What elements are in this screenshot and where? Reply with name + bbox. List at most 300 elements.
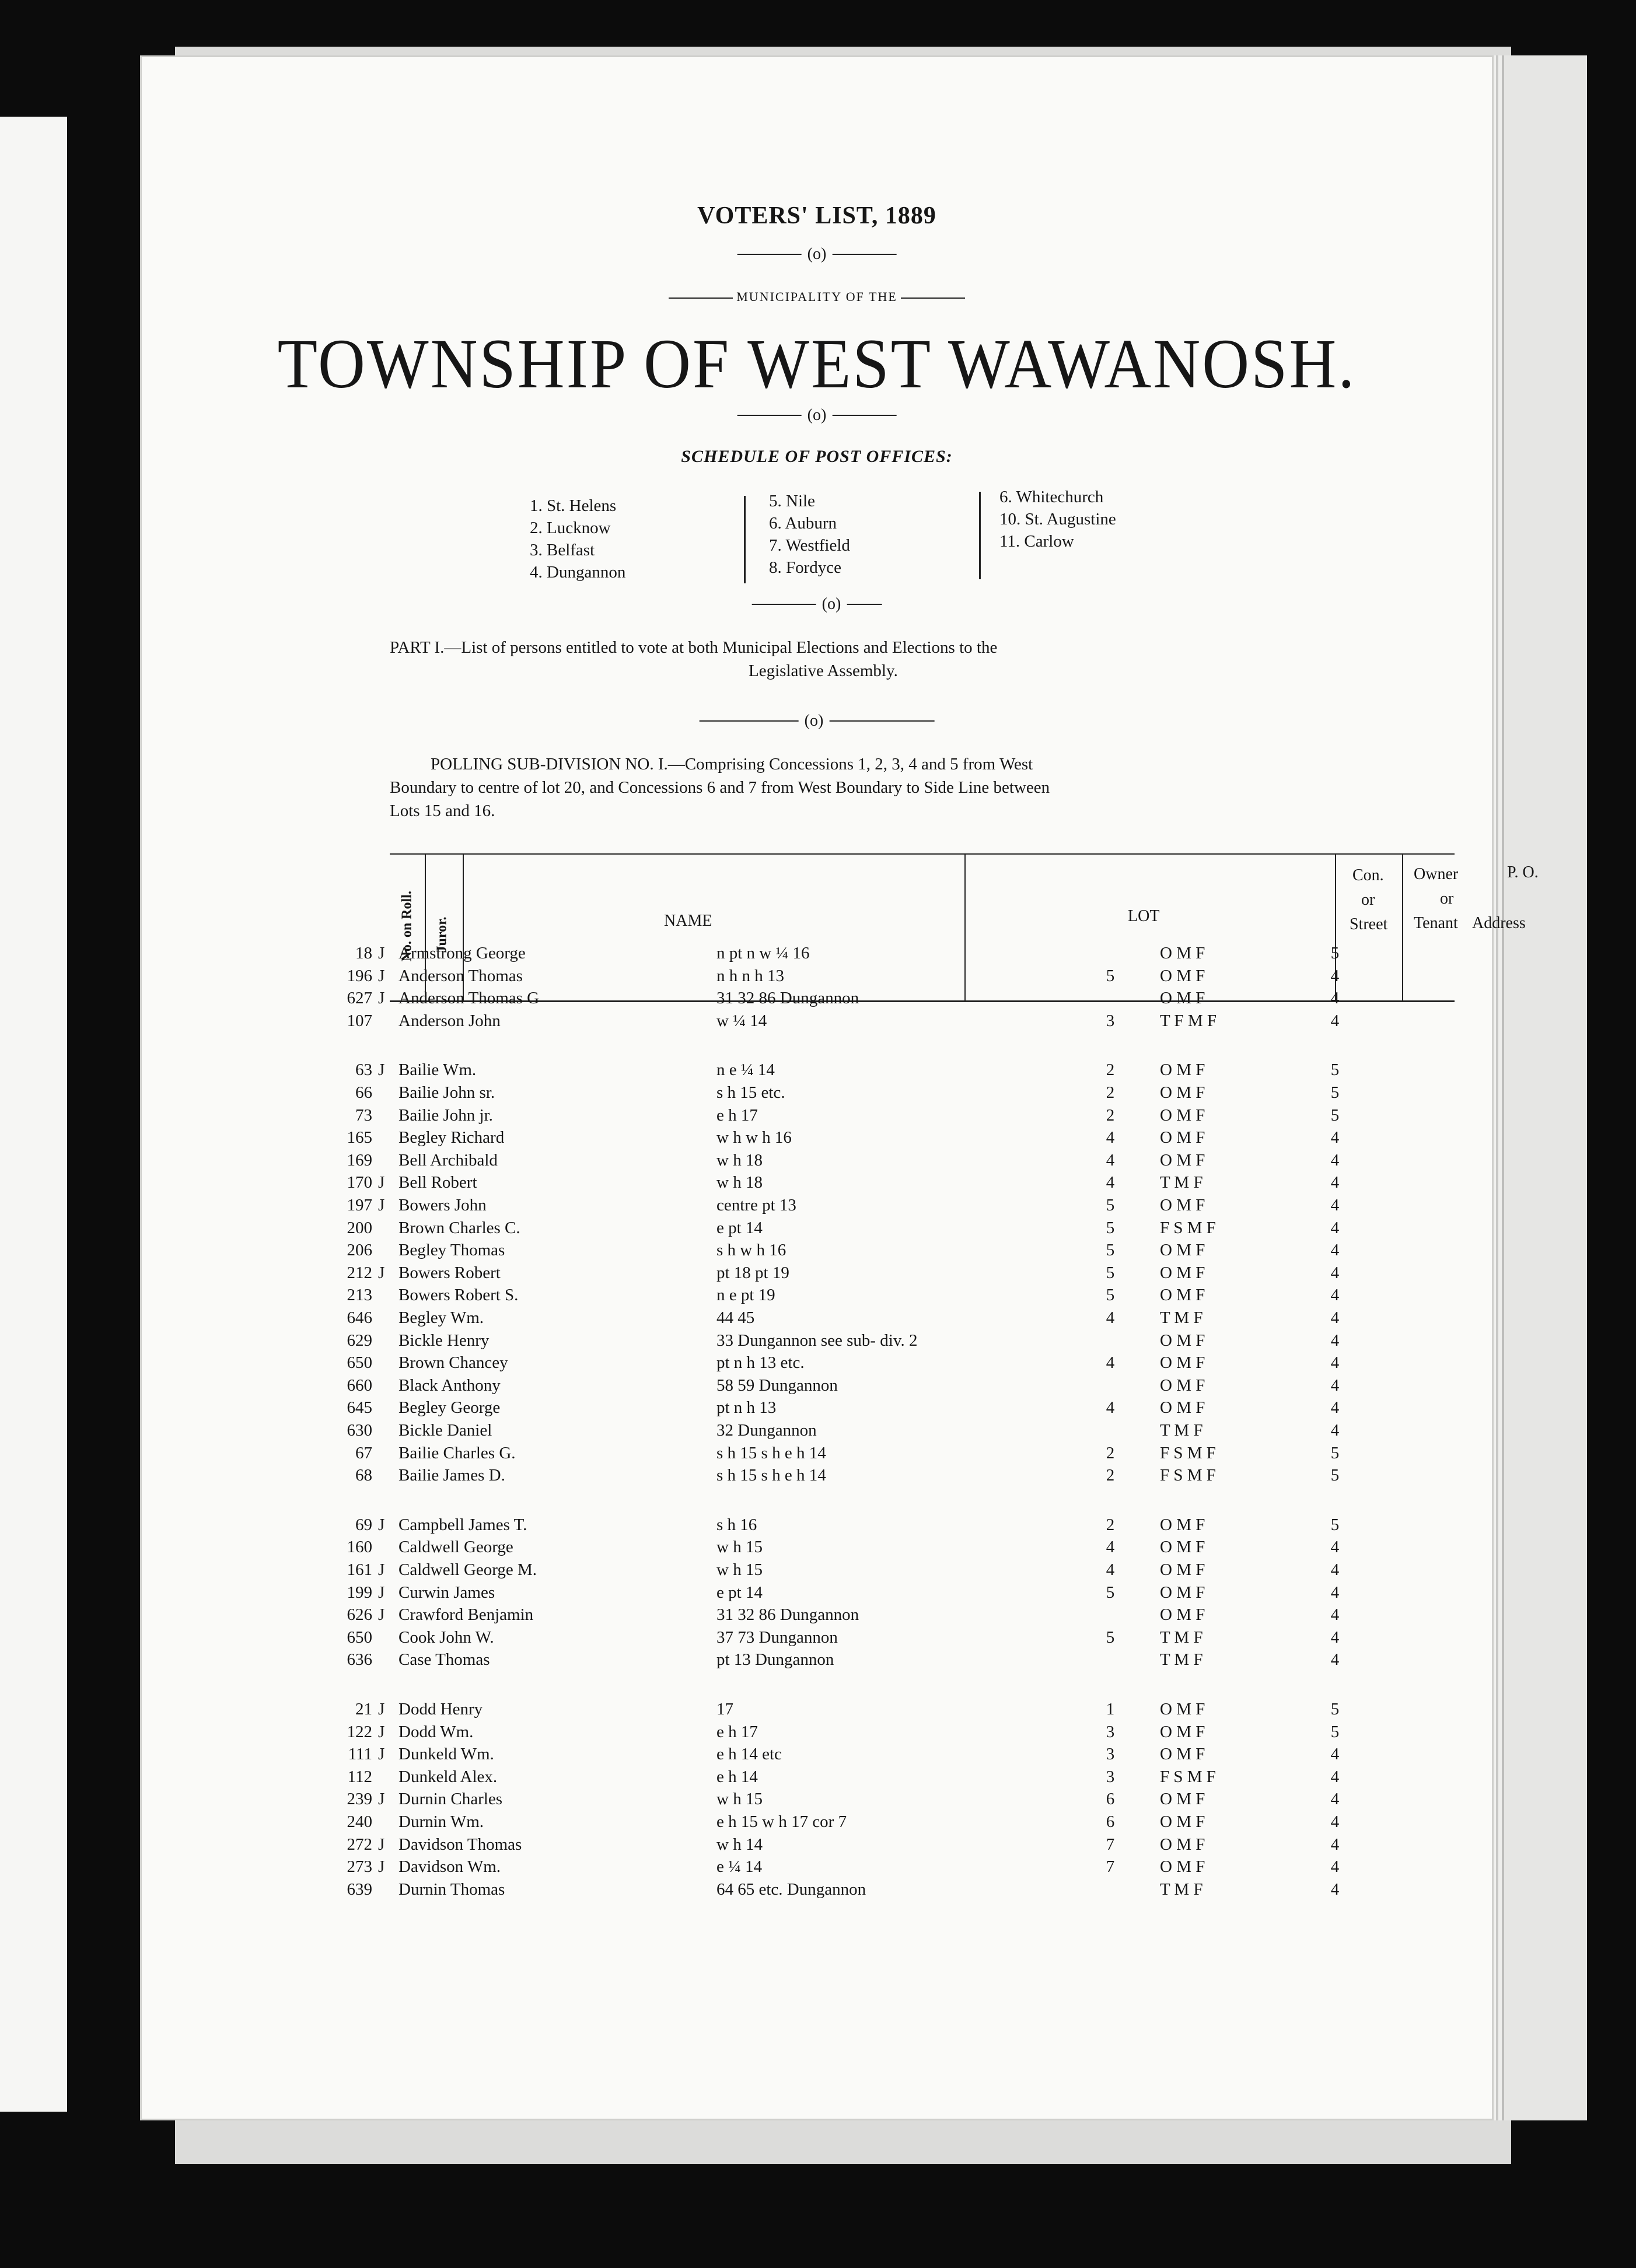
voter-name: Case Thomas: [398, 1650, 490, 1670]
voter-name: Armstrong George: [398, 944, 526, 963]
table-row: [142, 1083, 1495, 1105]
voter-name: Bowers Robert: [398, 1263, 501, 1282]
concession: 7: [1106, 1857, 1115, 1877]
lot-description: e ¼ 14: [716, 1857, 763, 1877]
table-row: [142, 1835, 1495, 1857]
concession: 2: [1106, 1443, 1115, 1462]
owner-tenant: T M F: [1160, 1628, 1203, 1647]
lot-description: e h 14: [716, 1767, 758, 1786]
post-office-number: 4: [1330, 1128, 1340, 1147]
juror-mark: J: [378, 1835, 385, 1854]
column-header-con: Street: [1350, 915, 1388, 933]
concession: 5: [1106, 1263, 1115, 1282]
post-office-number: 4: [1330, 1173, 1340, 1192]
post-office-item: 3. Belfast: [530, 541, 595, 559]
post-office-number: 4: [1330, 1857, 1340, 1877]
lot-description: w h w h 16: [716, 1128, 792, 1147]
post-office-item: 4. Dungannon: [530, 563, 626, 582]
municipality-label: MUNICIPALITY OF THE: [142, 289, 1492, 304]
owner-tenant: T F M F: [1160, 1011, 1216, 1030]
lot-description: 31 32 86 Dungannon: [716, 1605, 859, 1625]
concession: 5: [1106, 966, 1115, 985]
post-office-item: 7. Westfield: [769, 536, 850, 555]
schedule-title: SCHEDULE OF POST OFFICES:: [681, 447, 953, 466]
table-row: [142, 1353, 1495, 1376]
post-office-number: 4: [1330, 1605, 1340, 1625]
polling-subdivision-heading: POLLING SUB-DIVISION NO. I.—Comprising Concessions 1, 2, 3, 4 and 5 from West: [431, 755, 1033, 774]
table-row: [142, 1376, 1495, 1398]
voter-name: Bell Archibald: [398, 1150, 498, 1170]
concession: 4: [1106, 1128, 1115, 1147]
voter-name: Crawford Benjamin: [398, 1605, 534, 1625]
roll-number: 169: [347, 1150, 372, 1170]
lot-description: w h 18: [716, 1150, 763, 1170]
table-row: [142, 1745, 1495, 1767]
roll-number: 660: [347, 1376, 372, 1395]
owner-tenant: T M F: [1160, 1650, 1203, 1670]
voter-name: Davidson Thomas: [398, 1835, 522, 1854]
juror-mark: J: [378, 989, 385, 1008]
voter-name: Dunkeld Alex.: [398, 1767, 498, 1786]
post-office-number: 4: [1330, 966, 1340, 985]
voter-name: Caldwell George M.: [398, 1560, 537, 1579]
owner-tenant: O M F: [1160, 1150, 1205, 1170]
concession: 5: [1106, 1583, 1115, 1602]
table-row: [142, 1723, 1495, 1745]
concession: 4: [1106, 1150, 1115, 1170]
post-office-column-3: [999, 486, 1116, 552]
lot-description: e pt 14: [716, 1583, 763, 1602]
voter-name: Bailie John jr.: [398, 1105, 493, 1125]
post-office-number: 4: [1330, 1308, 1340, 1327]
owner-tenant: O M F: [1160, 966, 1205, 985]
post-office-number: 5: [1330, 1700, 1340, 1718]
roll-number: 68: [355, 1466, 372, 1485]
voter-name: Cook John W.: [398, 1628, 494, 1647]
post-office-number: 4: [1330, 1218, 1340, 1237]
separator: (o): [700, 712, 935, 730]
roll-number: 161: [347, 1560, 372, 1579]
column-divider: [979, 492, 981, 579]
table-row: [142, 1106, 1495, 1128]
post-office-number: 4: [1330, 1767, 1340, 1786]
post-office-number: 5: [1330, 1515, 1340, 1534]
juror-mark: J: [378, 1857, 385, 1877]
owner-tenant: O M F: [1160, 1353, 1205, 1373]
lot-description: 31 32 86 Dungannon: [716, 989, 859, 1008]
post-office-column-2: [769, 490, 850, 579]
juror-mark: J: [378, 1722, 385, 1741]
concession: 4: [1106, 1308, 1115, 1327]
table-row: [142, 1768, 1495, 1790]
voter-name: Bailie Charles G.: [398, 1443, 516, 1462]
owner-tenant: F S M F: [1160, 1443, 1216, 1462]
post-office-number: 4: [1330, 1376, 1340, 1395]
concession: 6: [1106, 1812, 1115, 1831]
concession: 5: [1106, 1628, 1115, 1647]
table-row: [142, 1583, 1495, 1605]
post-office-item: 1. St. Helens: [530, 496, 617, 515]
voter-name: Bailie John sr.: [398, 1083, 495, 1102]
post-office-number: 4: [1330, 1286, 1340, 1305]
lot-description: e h 14 etc: [716, 1745, 782, 1764]
voter-name: Begley Thomas: [398, 1241, 505, 1260]
voter-name: Begley Wm.: [398, 1308, 484, 1327]
table-row: [142, 944, 1495, 966]
column-header-owner: Owner: [1414, 865, 1459, 883]
voter-name: Bowers John: [398, 1196, 487, 1214]
lot-description: pt n h 13 etc.: [716, 1353, 805, 1373]
post-office-number: 4: [1330, 1835, 1340, 1854]
post-office-item: 5. Nile: [769, 492, 815, 510]
juror-mark: J: [378, 1560, 385, 1579]
voter-name: Anderson Thomas: [398, 966, 523, 985]
lot-description: s h 15 etc.: [716, 1083, 785, 1102]
post-office-number: 4: [1330, 1560, 1340, 1579]
post-office-number: 5: [1330, 1083, 1340, 1102]
voter-name: Caldwell George: [398, 1538, 513, 1557]
roll-number: 111: [348, 1745, 372, 1764]
roll-number: 197: [347, 1196, 372, 1214]
owner-tenant: O M F: [1160, 1745, 1205, 1764]
concession: 4: [1106, 1353, 1115, 1373]
lot-description: w h 15: [716, 1790, 763, 1809]
post-office-number: 4: [1330, 1241, 1340, 1260]
lot-description: n e pt 19: [716, 1286, 775, 1305]
post-office-item: 8. Fordyce: [769, 558, 842, 577]
concession: 5: [1106, 1218, 1115, 1237]
roll-number: 206: [347, 1241, 372, 1260]
roll-number: 212: [347, 1263, 372, 1282]
separator: (o): [737, 245, 897, 264]
lot-description: s h 16: [716, 1515, 757, 1534]
post-office-number: 4: [1330, 1880, 1340, 1899]
owner-tenant: O M F: [1160, 1376, 1205, 1395]
document-page: [140, 55, 1539, 2120]
roll-number: 73: [355, 1105, 372, 1125]
column-header-owner: Tenant: [1414, 914, 1458, 932]
voter-name: Bickle Henry: [398, 1331, 490, 1350]
roll-number: 626: [347, 1605, 372, 1625]
roll-number: 646: [347, 1308, 372, 1327]
separator: (o): [752, 595, 882, 614]
table-row: [142, 1173, 1495, 1195]
post-office-number: 4: [1330, 1650, 1340, 1670]
concession: 7: [1106, 1835, 1115, 1854]
table-row: [142, 1286, 1495, 1308]
post-office-number: 4: [1330, 1628, 1340, 1647]
voter-name: Campbell James T.: [398, 1515, 527, 1534]
lot-description: n pt n w ¼ 16: [716, 944, 810, 963]
roll-number: 165: [347, 1128, 372, 1147]
table-row: [142, 1421, 1495, 1443]
voter-name: Dodd Wm.: [398, 1722, 474, 1741]
roll-number: 66: [355, 1083, 372, 1102]
roll-number: 213: [347, 1286, 372, 1305]
roll-number: 160: [347, 1538, 372, 1557]
part-heading: PART I.—List of persons entitled to vote at both Municipal Elections and Elections to the: [390, 638, 998, 657]
table-row: [142, 1444, 1495, 1466]
table-row: [142, 967, 1495, 989]
concession: 3: [1106, 1745, 1115, 1764]
voter-name: Dunkeld Wm.: [398, 1745, 494, 1764]
owner-tenant: O M F: [1160, 1196, 1205, 1214]
column-header-con: or: [1361, 891, 1375, 909]
lot-description: centre pt 13: [716, 1196, 796, 1214]
column-header-owner: or: [1440, 890, 1454, 908]
list-title: VOTERS' LIST, 1889: [697, 202, 936, 229]
table-row: [142, 1857, 1495, 1880]
lot-description: s h w h 16: [716, 1241, 786, 1260]
lot-description: 33 Dungannon see sub- div. 2: [716, 1331, 918, 1350]
roll-number: 170: [347, 1173, 372, 1192]
table-row: [142, 1628, 1495, 1650]
concession: 3: [1106, 1722, 1115, 1741]
roll-number: 627: [347, 989, 372, 1008]
owner-tenant: T M F: [1160, 1880, 1203, 1899]
table-row: [142, 1196, 1495, 1218]
owner-tenant: O M F: [1160, 1105, 1205, 1125]
owner-tenant: O M F: [1160, 1515, 1205, 1534]
owner-tenant: O M F: [1160, 1700, 1205, 1718]
concession: 4: [1106, 1538, 1115, 1557]
concession: 2: [1106, 1060, 1115, 1080]
roll-number: 629: [347, 1331, 372, 1350]
table-row: [142, 1650, 1495, 1672]
roll-number: 199: [347, 1583, 372, 1602]
roll-number: 107: [347, 1011, 372, 1030]
owner-tenant: O M F: [1160, 1286, 1205, 1305]
roll-number: 240: [347, 1812, 372, 1831]
owner-tenant: T M F: [1160, 1308, 1203, 1327]
concession: 2: [1106, 1515, 1115, 1534]
table-row: [142, 1538, 1495, 1560]
post-office-number: 4: [1330, 1150, 1340, 1170]
owner-tenant: O M F: [1160, 1538, 1205, 1557]
owner-tenant: O M F: [1160, 1128, 1205, 1147]
roll-number: 272: [347, 1835, 372, 1854]
table-row: [142, 1700, 1495, 1722]
roll-number: 69: [355, 1515, 372, 1534]
post-office-number: 4: [1330, 1353, 1340, 1373]
concession: 2: [1106, 1083, 1115, 1102]
table-row: [142, 1880, 1495, 1902]
voter-name: Durnin Thomas: [398, 1880, 505, 1899]
table-row: [142, 1128, 1495, 1150]
lot-description: e pt 14: [716, 1218, 763, 1237]
lot-description: pt n h 13: [716, 1398, 777, 1418]
owner-tenant: O M F: [1160, 1398, 1205, 1418]
post-office-item: 10. St. Augustine: [999, 510, 1116, 528]
lot-description: 44 45: [716, 1308, 755, 1327]
lot-description: 32 Dungannon: [716, 1421, 817, 1440]
voter-name: Dodd Henry: [398, 1700, 483, 1718]
owner-tenant: O M F: [1160, 1060, 1205, 1080]
concession: 5: [1106, 1196, 1115, 1214]
column-header-name: NAME: [664, 912, 712, 930]
lot-description: 37 73 Dungannon: [716, 1628, 838, 1647]
roll-number: 273: [347, 1857, 372, 1877]
post-office-number: 5: [1330, 1466, 1340, 1485]
post-office-number: 4: [1330, 1538, 1340, 1557]
polling-subdivision-text: Boundary to centre of lot 20, and Concessions 6 and 7 from West Boundary to Side Line between: [390, 778, 1050, 797]
table-row: [142, 1060, 1495, 1083]
roll-number: 18: [355, 944, 372, 963]
part-heading-continued: Legislative Assembly.: [749, 662, 898, 680]
lot-description: 17: [716, 1700, 733, 1718]
post-office-number: 4: [1330, 1421, 1340, 1440]
voter-name: Bell Robert: [398, 1173, 477, 1192]
owner-tenant: O M F: [1160, 1835, 1205, 1854]
roll-number: 639: [347, 1880, 372, 1899]
table-row: [142, 1398, 1495, 1420]
post-office-item: 6. Whitechurch: [999, 488, 1104, 506]
post-office-number: 4: [1330, 1745, 1340, 1764]
roll-number: 636: [347, 1650, 372, 1670]
column-header-con: Con.: [1352, 866, 1384, 884]
table-row: [142, 1331, 1495, 1353]
owner-tenant: O M F: [1160, 1583, 1205, 1602]
concession: 4: [1106, 1560, 1115, 1579]
post-office-number: 5: [1330, 1105, 1340, 1125]
owner-tenant: O M F: [1160, 1605, 1205, 1625]
roll-number: 645: [347, 1398, 372, 1418]
roll-number: 63: [355, 1060, 372, 1080]
page-stack-edge: [1494, 55, 1587, 2120]
juror-mark: J: [378, 944, 385, 963]
voter-name: Black Anthony: [398, 1376, 501, 1395]
lot-description: n h n h 13: [716, 966, 784, 985]
column-header-juror: Juror.: [434, 916, 450, 953]
juror-mark: J: [378, 1263, 385, 1282]
roll-number: 196: [347, 966, 372, 985]
concession: 2: [1106, 1466, 1115, 1485]
table-row: [142, 989, 1495, 1011]
concession: 3: [1106, 1767, 1115, 1786]
owner-tenant: T M F: [1160, 1173, 1203, 1192]
lot-description: e h 17: [716, 1105, 758, 1125]
township-heading: TOWNSHIP OF WEST WAWANOSH.: [277, 325, 1357, 403]
roll-number: 112: [347, 1767, 372, 1786]
roll-number: 650: [347, 1628, 372, 1647]
post-office-number: 4: [1330, 1398, 1340, 1418]
table-row: [142, 1790, 1495, 1812]
roll-number: 200: [347, 1218, 372, 1237]
concession: 3: [1106, 1011, 1115, 1030]
post-office-number: 4: [1330, 1196, 1340, 1214]
concession: 5: [1106, 1286, 1115, 1305]
post-office-number: 5: [1330, 944, 1340, 963]
owner-tenant: O M F: [1160, 1241, 1205, 1260]
voter-name: Durnin Charles: [398, 1790, 502, 1809]
lot-description: w ¼ 14: [716, 1011, 767, 1030]
juror-mark: J: [378, 1173, 385, 1192]
juror-mark: J: [378, 1515, 385, 1534]
roll-number: 67: [355, 1443, 372, 1462]
roll-number: 630: [347, 1421, 372, 1440]
lot-description: s h 15 s h e h 14: [716, 1443, 826, 1462]
polling-subdivision-text: Lots 15 and 16.: [390, 802, 495, 820]
lot-description: w h 15: [716, 1538, 763, 1557]
concession: 4: [1106, 1398, 1115, 1418]
table-row: [142, 1219, 1495, 1241]
juror-mark: J: [378, 1700, 385, 1718]
owner-tenant: F S M F: [1160, 1767, 1216, 1786]
table-row: [142, 1264, 1495, 1286]
voter-name: Bickle Daniel: [398, 1421, 492, 1440]
concession: 6: [1106, 1790, 1115, 1809]
concession: 4: [1106, 1173, 1115, 1192]
lot-description: pt 13 Dungannon: [716, 1650, 834, 1670]
post-office-number: 4: [1330, 1812, 1340, 1831]
concession: 5: [1106, 1241, 1115, 1260]
owner-tenant: O M F: [1160, 1560, 1205, 1579]
voter-name: Begley Richard: [398, 1128, 505, 1147]
juror-mark: J: [378, 1060, 385, 1080]
owner-tenant: F S M F: [1160, 1218, 1216, 1237]
owner-tenant: F S M F: [1160, 1466, 1216, 1485]
lot-description: pt 18 pt 19: [716, 1263, 789, 1282]
lot-description: n e ¼ 14: [716, 1060, 775, 1080]
voter-name: Brown Charles C.: [398, 1218, 520, 1237]
juror-mark: J: [378, 1745, 385, 1764]
juror-mark: J: [378, 1605, 385, 1625]
post-office-number: 5: [1330, 1443, 1340, 1462]
lot-description: s h 15 s h e h 14: [716, 1466, 826, 1485]
concession: 2: [1106, 1105, 1115, 1125]
post-office-number: 4: [1330, 1263, 1340, 1282]
column-header-no-on-roll: No. on Roll.: [399, 891, 415, 962]
column-divider: [744, 496, 746, 583]
voter-name: Bailie James D.: [398, 1466, 505, 1485]
owner-tenant: O M F: [1160, 1857, 1205, 1877]
voter-name: Davidson Wm.: [398, 1857, 501, 1877]
owner-tenant: O M F: [1160, 1722, 1205, 1741]
table-row: [142, 1560, 1495, 1583]
column-header-po: P. O.: [1507, 863, 1539, 881]
voter-name: Begley George: [398, 1398, 501, 1418]
table-row: [142, 1605, 1495, 1628]
owner-tenant: O M F: [1160, 944, 1205, 963]
owner-tenant: O M F: [1160, 989, 1205, 1008]
post-office-item: 2. Lucknow: [530, 519, 611, 537]
owner-tenant: O M F: [1160, 1790, 1205, 1809]
concession: 1: [1106, 1700, 1115, 1718]
owner-tenant: T M F: [1160, 1421, 1203, 1440]
post-office-number: 5: [1330, 1060, 1340, 1080]
post-office-number: 4: [1330, 1331, 1340, 1350]
owner-tenant: O M F: [1160, 1812, 1205, 1831]
voter-name: Anderson John: [398, 1011, 501, 1030]
column-header-lot: LOT: [1128, 907, 1160, 925]
post-office-number: 4: [1330, 1583, 1340, 1602]
adjacent-page-edge: [0, 117, 67, 2112]
voter-name: Bailie Wm.: [398, 1060, 477, 1080]
table-row: [142, 1812, 1495, 1835]
table-row: [142, 1516, 1495, 1538]
lot-description: w h 18: [716, 1173, 763, 1192]
roll-number: 122: [347, 1722, 372, 1741]
post-office-number: 4: [1330, 1790, 1340, 1809]
table-row: [142, 1151, 1495, 1173]
voter-name: Bowers Robert S.: [398, 1286, 519, 1305]
owner-tenant: O M F: [1160, 1263, 1205, 1282]
lot-description: w h 15: [716, 1560, 763, 1579]
roll-number: 239: [347, 1790, 372, 1809]
separator: (o): [737, 406, 897, 425]
juror-mark: J: [378, 1196, 385, 1214]
post-office-item: 11. Carlow: [999, 532, 1074, 551]
